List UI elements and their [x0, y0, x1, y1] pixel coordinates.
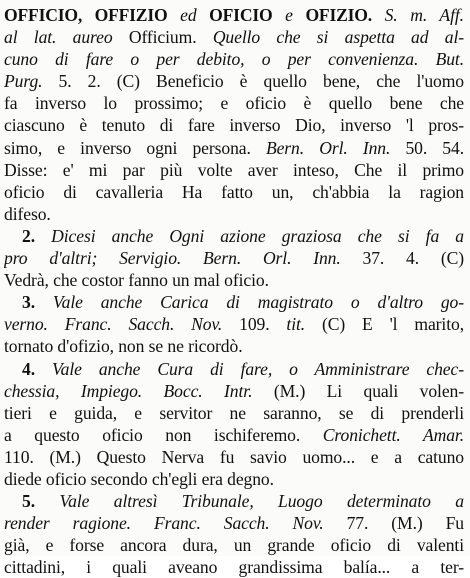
- entry-line: a questo oficio non ischiferemo. Cronichett. Amar.: [4, 424, 464, 445]
- entry-line: al lat. aureo Officium. Quello che si aspetta ad al-: [4, 27, 464, 48]
- entry-line: [4, 48, 464, 70]
- entry-line: simo, e inverso ogni persona. Bern. Orl. Inn. 50. 54.: [4, 137, 464, 158]
- entry-line: oficio di cavalleria Ha fatto un, ch'abbia la ragion: [4, 181, 464, 202]
- entry-line: diede oficio secondo ch'egli era degno.: [4, 468, 274, 489]
- sense-number: 2.: [22, 225, 35, 246]
- entry-line: fa inverso lo prossimo; e oficio è quello bene che: [4, 93, 464, 114]
- entry-line: chessia, Impiego. Bocc. Intr. (M.) Li quali volen-: [4, 380, 464, 401]
- citation-source: Cronichett. Amar.: [322, 424, 464, 445]
- conjunction: e: [285, 5, 293, 25]
- entry-line: Disse: e' mi par più volte aver inteso, Che il primo: [4, 159, 464, 180]
- sense-number: 3.: [22, 292, 35, 313]
- entry-line: Vedrà, che costor fanno un mal oficio.: [4, 270, 269, 291]
- definition-text: Vale anche Cura di fare, o Amministrare chec-: [51, 358, 464, 379]
- entry-line: 110. (M.) Questo Nerva fu savio uomo... e a catuno: [4, 446, 464, 467]
- entry-line: render ragione. Franc. Sacch. Nov. 77. (M.) Fu: [4, 513, 464, 534]
- sense-number: 4.: [22, 358, 35, 379]
- definition-text: Vale anche Carica di magistrato o d'altro go-: [52, 292, 464, 313]
- definition-text: verno. Franc. Sacch. Nov.: [4, 314, 223, 335]
- entry-line: ciascuno è tenuto di fare inverso Dio, inverso 'l pros-: [4, 115, 464, 136]
- headword-variant: OFIZIO.: [305, 5, 372, 25]
- definition-text: cuno di fare o per debito, o per convenienza. But.: [4, 49, 464, 70]
- citation-source: Purg.: [4, 71, 43, 92]
- entry-line: già, e forse ancora dura, un grande oficio di valenti: [4, 535, 464, 556]
- sense-3: [4, 291, 464, 313]
- entry-line: Purg. 5. 2. (C) Beneficio è quello bene, che l'uomo: [4, 71, 464, 92]
- definition-text: Quello che si aspetta ad al-: [212, 27, 464, 48]
- sense-number: 5.: [22, 491, 35, 512]
- entry-line: tieri e guida, e servitor ne saranno, se di prenderli: [4, 402, 464, 423]
- headword: OFFICIO, OFFIZIO: [4, 5, 168, 25]
- entry-line: cittadini, i quali aveano grandissima balía... a ter-: [4, 557, 464, 578]
- sense-5: [4, 490, 464, 512]
- entry-line: pro d'altri; Servigio. Bern. Orl. Inn. 37. 4. (C): [4, 248, 464, 269]
- definition-text: Vale altresì Tribunale, Luogo determinato a: [59, 491, 464, 512]
- grammar-label: S. m. Aff.: [384, 5, 464, 25]
- sense-4: [4, 358, 464, 380]
- definition-text: chessia, Impiego. Bocc. Intr.: [4, 380, 253, 401]
- definition-text: Dicesi anche Ogni azione graziosa che si fa a: [51, 225, 464, 246]
- entry-line: difeso.: [4, 203, 51, 224]
- definition-text: pro d'altri; Servigio. Bern. Orl. Inn.: [4, 248, 341, 269]
- citation-source: Bern. Orl. Inn.: [265, 137, 391, 158]
- conjunction: ed: [180, 5, 197, 25]
- headword-variant: OFICIO: [209, 5, 273, 25]
- entry-line: tornato d'ofizio, non se ne ricordò.: [4, 336, 243, 357]
- entry-line: verno. Franc. Sacch. Nov. 109. tit. (C) E 'l marito,: [4, 314, 464, 335]
- sense-2: [4, 225, 464, 247]
- entry-line: [4, 4, 464, 26]
- dictionary-entry-officio: [4, 4, 464, 578]
- definition-text: render ragione. Franc. Sacch. Nov.: [4, 513, 324, 534]
